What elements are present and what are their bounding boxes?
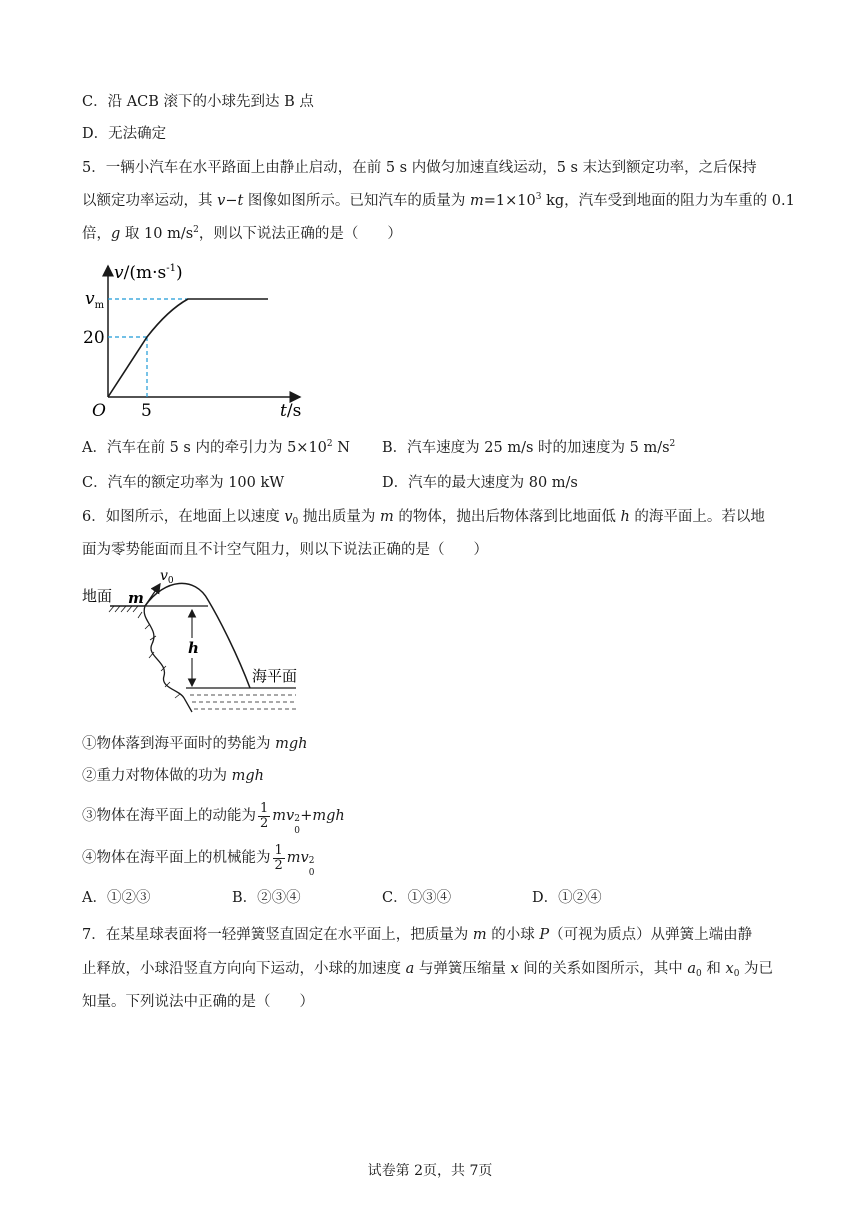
q4-option-d: D．无法确定 xyxy=(82,126,167,142)
page-footer: 试卷第 2页，共 7页 xyxy=(367,1163,493,1179)
q6-statement-4: ④物体在海平面上的机械能为 $\frac{1}{2}$ mv 2 0 xyxy=(82,842,315,878)
q5-stem-line1: 5．一辆小汽车在水平路面上由静止启动，在前 5 s 内做匀加速直线运动，5 s 末达到额定功率，之后保持 xyxy=(82,160,757,176)
q6-stem-line1: 6．如图所示，在地面上以速度 $v_0$ 抛出质量为 m 的物体，抛出后物体落到比地面低 h 的海平面上。若以地 xyxy=(82,509,765,527)
tick-5: 5 xyxy=(141,401,152,421)
v0-label: $v_0$ xyxy=(160,568,174,586)
fraction-half: $\frac{1}{2}$ xyxy=(260,800,269,831)
vt-curve xyxy=(108,299,268,397)
q5-option-c: C．汽车的额定功率为 100 kW xyxy=(82,475,285,491)
sea-level-label: 海平面 xyxy=(252,667,298,685)
origin-label: O xyxy=(92,401,106,421)
q5-stem-line3: 倍，g 取 10 $m/s^2$，则以下说法正确的是（ ） xyxy=(82,225,402,242)
q5-option-b: B．汽车速度为 25 m/s 时的加速度为 5 $m/s^2$ xyxy=(382,439,676,456)
q5-vt-graph xyxy=(80,258,310,428)
mass-label: m xyxy=(128,589,144,607)
sea-water xyxy=(190,695,296,709)
q6-statement-3: ③物体在海平面上的动能为 $\frac{1}{2}$ mv 2 0 +mgh xyxy=(82,800,345,836)
q6-option-c: C．①③④ xyxy=(382,890,452,906)
q6-cliff-figure xyxy=(80,566,310,726)
q6-option-d: D．①②④ xyxy=(532,890,602,906)
q6-option-b: B．②③④ xyxy=(232,890,301,906)
cliff-face xyxy=(144,606,192,712)
x-axis-label: t/s xyxy=(280,401,302,421)
q5-stem-line2: 以额定功率运动，其 v−t 图像如图所示。已知汽车的质量为 $m=1\times 10^3$ kg，汽车受到地面的阻力为车重的 0.1 xyxy=(82,192,795,209)
tick-20: 20 xyxy=(83,328,105,348)
q6-statement-1: ①物体落到海平面时的势能为 mgh xyxy=(82,736,308,752)
q7-stem-line3: 知量。下列说法中正确的是（ ） xyxy=(82,994,314,1010)
cliff-texture xyxy=(138,612,180,698)
q6-option-a: A．①②③ xyxy=(82,890,151,906)
y-axis-label: $v/(m\cdot s^{-1})$ xyxy=(114,263,183,283)
q4-option-c: C．沿 ACB 滚下的小球先到达 B 点 xyxy=(82,94,314,110)
ground-label: 地面 xyxy=(82,587,113,605)
q6-stem-line2: 面为零势能面而且不计空气阻力，则以下说法正确的是（ ） xyxy=(82,542,488,558)
q5-option-a: A．汽车在前 5 s 内的牵引力为 $5\times 10^2$ N xyxy=(82,439,350,456)
v0-arrow xyxy=(145,584,160,606)
q7-stem-line2: 止释放，小球沿竖直方向向下运动，小球的加速度 a 与弹簧压缩量 x 间的关系如图所示，其中 $a_0$ 和 $x_0$ 为已 xyxy=(82,961,774,979)
trajectory xyxy=(145,583,250,688)
fraction-half: $\frac{1}{2}$ xyxy=(274,842,283,873)
vm-label: $v_m$ xyxy=(85,289,105,311)
q5-option-d: D．汽车的最大速度为 80 m/s xyxy=(382,475,578,491)
q7-stem-line1: 7．在某星球表面将一轻弹簧竖直固定在水平面上，把质量为 m 的小球 P（可视为质点）从弹簧上端由静 xyxy=(82,927,753,943)
h-label: h xyxy=(188,639,199,657)
q6-statement-2: ②重力对物体做的功为 mgh xyxy=(82,768,264,784)
